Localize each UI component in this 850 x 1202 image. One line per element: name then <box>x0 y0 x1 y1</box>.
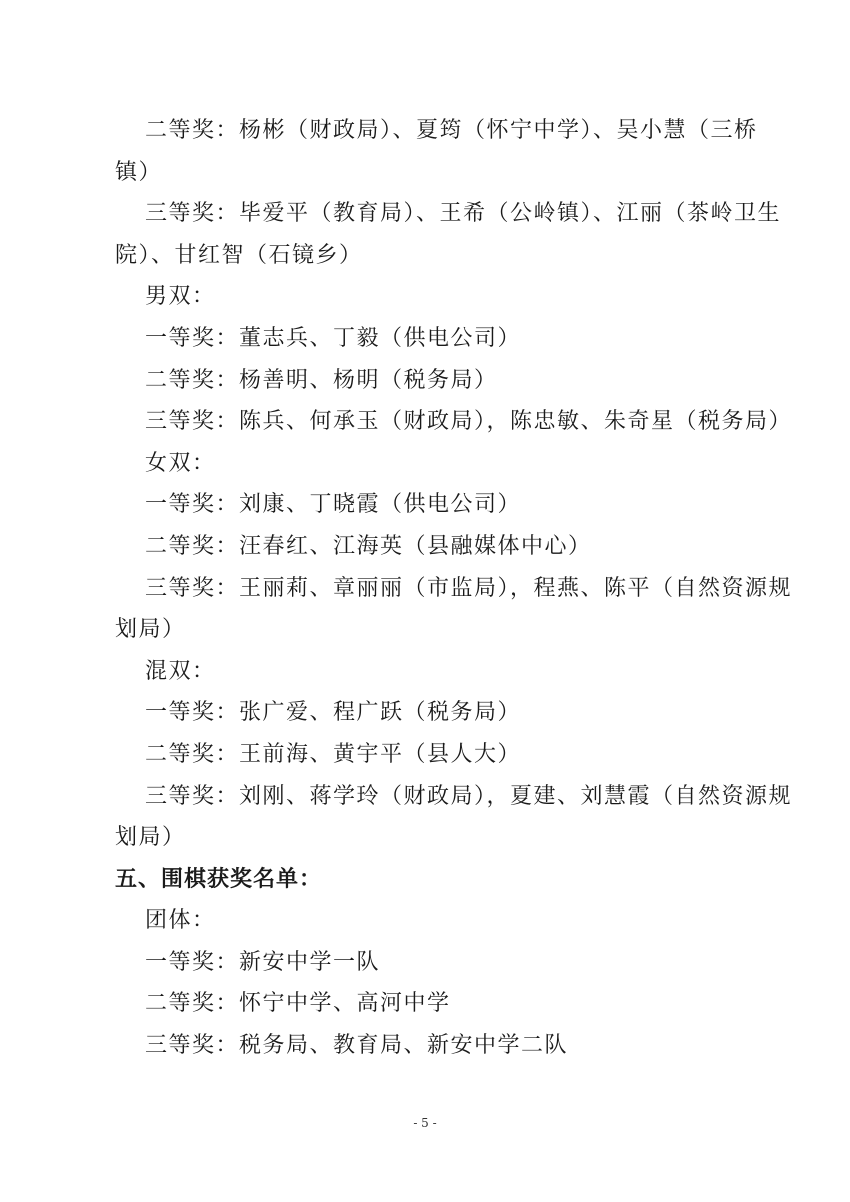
award-line: 一等奖：张广爱、程广跃（税务局） <box>145 700 522 726</box>
award-line-continuation: 镇） <box>115 159 163 185</box>
award-line: 二等奖：杨善明、杨明（税务局） <box>145 367 498 393</box>
category-label-mens-doubles: 男双： <box>145 284 216 310</box>
award-line: 三等奖：刘刚、蒋学玲（财政局），夏建、刘慧霞（自然资源规 <box>145 783 793 809</box>
category-label-team: 团体： <box>145 908 216 934</box>
award-line: 三等奖：毕爱平（教育局）、王希（公岭镇）、江丽（茶岭卫生 <box>145 201 782 227</box>
category-label-womens-doubles: 女双： <box>145 450 216 476</box>
award-line: 三等奖：陈兵、何承玉（财政局），陈忠敏、朱奇星（税务局） <box>145 409 793 435</box>
award-line: 二等奖：怀宁中学、高河中学 <box>145 991 451 1017</box>
award-line: 一等奖：董志兵、丁毅（供电公司） <box>145 325 522 351</box>
award-line: 三等奖：税务局、教育局、新安中学二队 <box>145 1033 569 1059</box>
award-line: 三等奖：王丽莉、章丽丽（市监局），程燕、陈平（自然资源规 <box>145 575 793 601</box>
award-line-continuation: 划局） <box>115 617 186 643</box>
award-line-continuation: 院）、甘红智（石镜乡） <box>115 242 363 268</box>
award-line: 二等奖：王前海、黄宇平（县人大） <box>145 741 522 767</box>
category-label-mixed-doubles: 混双： <box>145 658 216 684</box>
award-line: 一等奖：新安中学一队 <box>145 949 381 975</box>
section-heading-go: 五、围棋获奖名单： <box>115 866 323 892</box>
page-number: - 5 - <box>413 1116 437 1130</box>
award-line: 二等奖：杨彬（财政局）、夏筠（怀宁中学）、吴小慧（三桥 <box>145 118 758 143</box>
award-line: 一等奖：刘康、丁晓霞（供电公司） <box>145 492 522 518</box>
award-line-continuation: 划局） <box>115 825 186 851</box>
document-body <box>115 110 793 1067</box>
award-line: 二等奖：汪春红、江海英（县融媒体中心） <box>145 533 592 559</box>
